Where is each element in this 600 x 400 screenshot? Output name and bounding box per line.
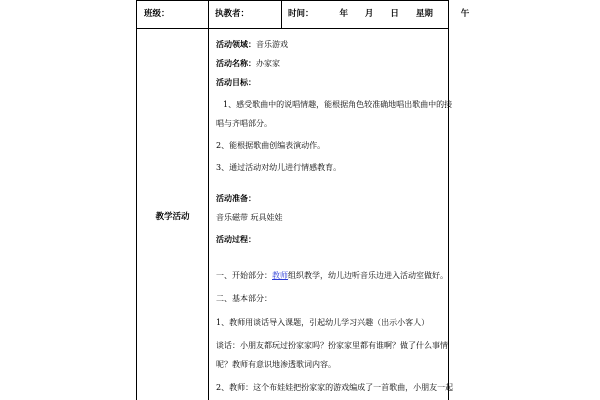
process-label: 活动过程： [216,234,256,244]
name-label: 活动名称： [216,58,256,68]
domain-label: 活动领域： [216,39,256,49]
teaching-activity-label: 教学活动 [155,212,190,222]
domain-line [216,39,288,50]
goal-label: 活动目标： [216,77,256,87]
time-field [288,1,469,28]
day-label: 日 [390,9,399,19]
prep-label: 活动准备： [216,193,256,203]
step-2-1: 1、教师用谈话导入课题，引起幼儿学习兴趣（出示小客人） [216,318,430,327]
month-label: 月 [364,9,374,19]
talk-line-b: 呢？教师有意识地渗透歌词内容。 [216,360,336,369]
name-line [216,58,280,69]
header-divider [208,1,209,28]
prep-value: 音乐磁带 玩具娃娃 [216,213,283,222]
goal-1-line-a: 1、感受歌曲中的说唱情趣，能根据角色较准确地唱出歌曲中的接 [223,100,453,109]
class-label: 班级： [144,9,170,19]
time-label: 时间： [288,9,314,19]
step-1-prefix: 一、开始部分： [216,271,272,280]
lesson-plan-table [136,0,470,400]
step-1 [216,270,448,281]
goal-2: 2、能根据歌曲创编表演动作。 [216,141,326,150]
name-value: 办家家 [256,59,280,68]
talk-line-a: 谈话：小朋友都玩过扮家家吗？扮家家里都有谁啊？做了什么事情 [216,341,448,350]
step-1-rest: 组织教学，幼儿边听音乐边进入活动室做好。 [288,271,448,280]
noon-label: 午 [460,9,470,19]
domain-value: 音乐游戏 [256,40,288,49]
step-2-2: 2、教师：这个布娃娃把扮家家的游戏编成了一首歌曲，小朋友一起 [216,383,454,392]
goal-1-line-b: 唱与齐唱部分。 [216,119,272,128]
year-label: 年 [339,9,348,19]
week-label: 星期 [415,9,433,19]
teacher-label: 执教者： [215,9,250,19]
step-2: 二、基本部分： [216,294,272,303]
header-row [137,0,470,29]
header-divider [281,1,282,28]
column-divider [208,29,209,400]
teacher-link[interactable]: 教师 [272,271,288,280]
goal-3: 3、通过活动对幼儿进行情感教育。 [216,163,342,172]
